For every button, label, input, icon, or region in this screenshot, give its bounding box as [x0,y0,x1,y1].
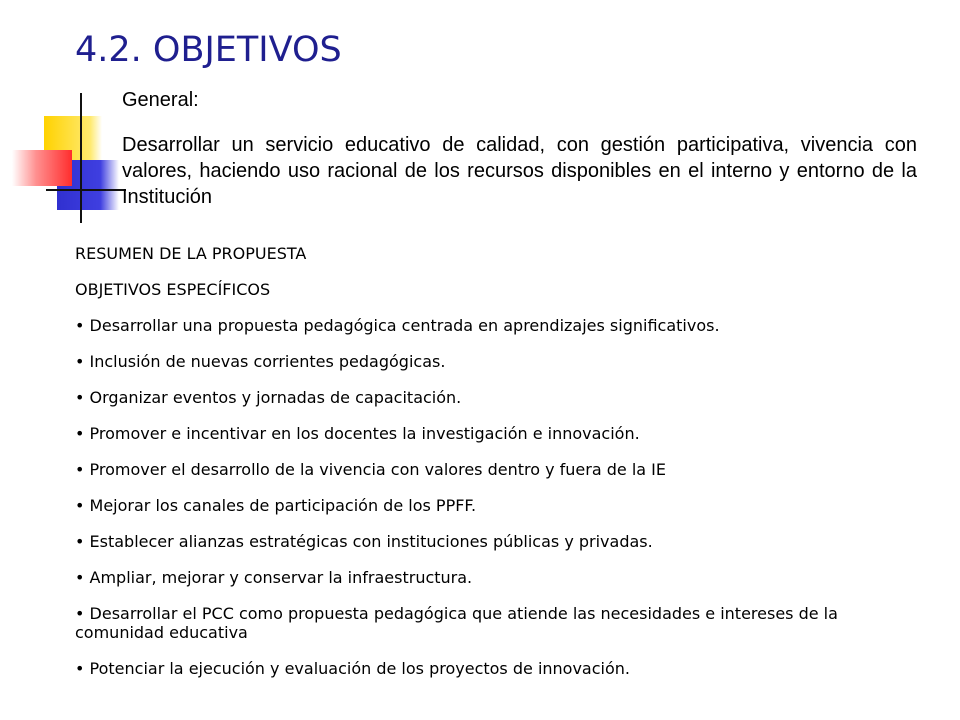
objective-item: • Mejorar los canales de participación de los PPFF. [75,496,477,515]
objective-item: • Ampliar, mejorar y conservar la infraestructura. [75,568,473,587]
objective-item: • Potenciar la ejecución y evaluación de los proyectos de innovación. [75,659,630,678]
logo-red-square [12,150,72,186]
objectives-section [75,244,875,695]
logo-vertical-line [80,93,82,223]
objective-item: • Desarrollar el PCC como propuesta pedagógica que atiende las necesidades e intereses de la comunidad educativa [75,604,838,642]
objective-item: • Promover e incentivar en los docentes la investigación e innovación. [75,424,640,443]
objective-item: • Establecer alianzas estratégicas con instituciones públicas y privadas. [75,532,653,551]
objective-item: • Desarrollar una propuesta pedagógica centrada en aprendizajes significativos. [75,316,720,335]
objective-item: • Organizar eventos y jornadas de capacitación. [75,388,462,407]
general-label: General: [122,89,199,111]
especificos-heading: OBJETIVOS ESPECÍFICOS [75,280,271,299]
objective-item: • Promover el desarrollo de la vivencia con valores dentro y fuera de la IE [75,460,666,479]
logo-horizontal-line [46,189,126,191]
page-title: 4.2. OBJETIVOS [75,30,342,70]
general-objective-text: Desarrollar un servicio educativo de calidad, con gestión participativa, vivencia con valores, haciendo uso racional de los recursos disponibles en el interno y entorno de la Institución [122,134,917,208]
objective-item: • Inclusión de nuevas corrientes pedagógicas. [75,352,446,371]
resumen-heading: RESUMEN DE LA PROPUESTA [75,244,307,263]
